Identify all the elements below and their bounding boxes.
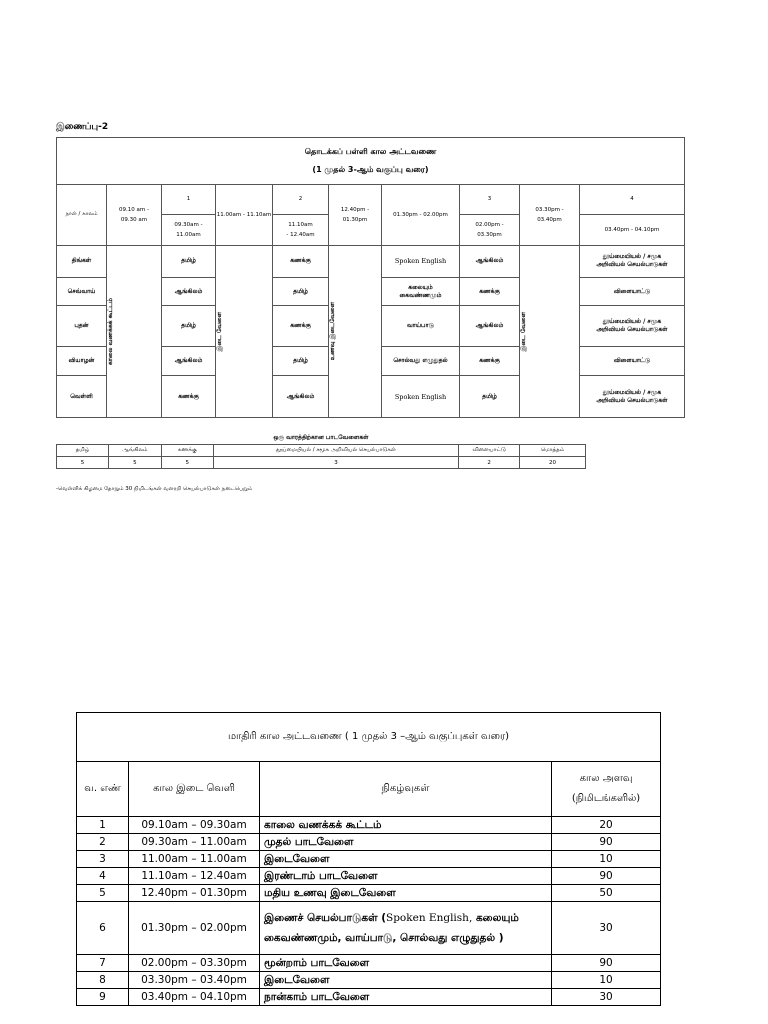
weekly-header-cell: கணக்கு [161, 445, 213, 457]
weekly-value-cell: 20 [520, 457, 586, 469]
interval-cell: 03.40pm – 04.10pm [129, 989, 260, 1006]
header-lunch-time [329, 184, 382, 245]
day-cell: செவ்வாய் [57, 277, 107, 305]
header-lunch-time-line2: 01.30pm [342, 216, 368, 223]
header-assembly-time [107, 184, 162, 245]
event-text-a: இணைச் செயல்பாடுகள் ( [264, 912, 387, 924]
period2-cell: கணக்கு [273, 245, 329, 277]
weekly-header-cell: தமிழ் [57, 445, 109, 457]
model-timetable [76, 712, 661, 1006]
weekly-value-cell: 2 [459, 457, 520, 469]
duration-cell: 30 [552, 989, 661, 1006]
assembly-cell [107, 245, 162, 418]
period4-line1: விளையாட்டு [613, 287, 651, 295]
event-cell: மதிய உணவு இடைவேளை [260, 885, 552, 902]
header-period2-time-line2: - 12.40am [286, 231, 315, 238]
period3-cell: ஆங்கிலம் [460, 245, 520, 277]
timetable-title-line1: தொடக்கப் பள்ளி கால அட்டவணை [304, 146, 437, 156]
break1-cell [216, 245, 273, 418]
event-text-c: கலையும் [472, 912, 519, 924]
activity-line1: Spoken English [394, 392, 447, 401]
event-line2: கைவண்ணமும், வாய்பாடு, சொல்வது எழுதுதல் ) [264, 932, 504, 944]
duration-cell: 50 [552, 885, 661, 902]
header-assembly-time-line1: 09.10 am - [119, 206, 149, 213]
activity-cell [382, 245, 460, 277]
weekly-periods-title: ஒரு வாரத்திற்கான பாடவேளைகள் [273, 434, 369, 441]
sno-cell: 1 [77, 817, 129, 834]
day-cell: வியாழன் [57, 346, 107, 375]
weekly-value-cell: 5 [108, 457, 161, 469]
period4-cell [580, 306, 685, 347]
weekly-value-cell: 3 [213, 457, 458, 469]
period2-cell: தமிழ் [273, 346, 329, 375]
header-period4-number: 4 [580, 184, 685, 214]
break2-cell [520, 245, 580, 418]
day-cell: புதன் [57, 306, 107, 347]
header-day: நாள் / காலம் [57, 184, 107, 245]
period4-line2: அறிவியல் செயல்பாடுகள் [596, 326, 668, 334]
sno-cell: 2 [77, 834, 129, 851]
period1-cell: ஆங்கிலம் [162, 277, 216, 305]
duration-cell: 90 [552, 955, 661, 972]
period3-cell: கணக்கு [460, 277, 520, 305]
period1-cell: தமிழ் [162, 306, 216, 347]
interval-cell: 01.30pm – 02.00pm [129, 902, 260, 955]
period3-cell: தமிழ் [460, 376, 520, 418]
period2-cell: தமிழ் [273, 277, 329, 305]
interval-cell: 02.00pm – 03.30pm [129, 955, 260, 972]
assembly-vertical-label: காலை வணக்கக் கூட்டம் [107, 297, 114, 365]
model-timetable-title: மாதிரி கால அட்டவணை ( 1 முதல் 3 –ஆம் வகுப்புகள் வரை) [77, 713, 661, 762]
weekly-periods-table [56, 444, 586, 469]
header-duration-line2: (நிமிடங்களில்) [571, 793, 641, 804]
interval-cell: 11.00am – 11.00am [129, 851, 260, 868]
header-assembly-time-line2: 09.30 am [120, 216, 148, 223]
duration-cell: 90 [552, 834, 661, 851]
header-interval: கால இடை வெளி [129, 762, 260, 817]
header-period1-time [162, 215, 216, 245]
activity-line1: கலையும் [408, 283, 433, 291]
sno-cell: 9 [77, 989, 129, 1006]
header-period3-time [460, 215, 520, 245]
event-cell: மூன்றாம் பாடவேளை [260, 955, 552, 972]
period1-cell: தமிழ் [162, 245, 216, 277]
header-period2-number: 2 [273, 184, 329, 214]
weekly-header-cell: தூய்மையியல் / சமூக அறிவியல் செயல்பாடுகள் [213, 445, 458, 457]
sno-cell: 7 [77, 955, 129, 972]
period4-line1: தூய்மையியல் / சமூக [602, 318, 662, 326]
header-period1-time-line2: 11.00am [176, 231, 201, 238]
sno-cell: 4 [77, 868, 129, 885]
header-period2-time [273, 215, 329, 245]
weekly-value-cell: 5 [161, 457, 213, 469]
school-timetable [56, 137, 685, 418]
period4-line2: அறிவியல் செயல்பாடுகள் [596, 261, 668, 269]
interval-cell: 09.30am – 11.00am [129, 834, 260, 851]
sno-cell: 5 [77, 885, 129, 902]
event-cell: காலை வணக்கக் கூட்டம் [260, 817, 552, 834]
header-period3-time-line2: 03.30pm [477, 231, 502, 238]
lunch-vertical-label: உணவு இடைவேளை [329, 302, 336, 361]
table-row [77, 817, 661, 834]
period1-cell: கணக்கு [162, 376, 216, 418]
period4-cell [580, 346, 685, 375]
break1-vertical-label: இடை வேளை [216, 311, 223, 351]
table-row [77, 834, 661, 851]
duration-cell: 30 [552, 902, 661, 955]
break2-vertical-label: இடை வேளை [520, 311, 527, 351]
header-period1-number: 1 [162, 184, 216, 214]
header-break2-time [520, 184, 580, 245]
duration-cell: 10 [552, 851, 661, 868]
period3-cell: ஆங்கிலம் [460, 306, 520, 347]
day-cell: வெள்ளி [57, 376, 107, 418]
sno-cell: 8 [77, 972, 129, 989]
period4-line2: அறிவியல் செயல்பாடுகள் [596, 396, 668, 404]
interval-cell: 11.10am – 12.40am [129, 868, 260, 885]
header-period1-time-line1: 09.30am - [174, 221, 203, 228]
activity-line1: Spoken English [394, 257, 447, 266]
event-cell: இரண்டாம் பாடவேளை [260, 868, 552, 885]
duration-cell: 90 [552, 868, 661, 885]
weekly-value-cell: 5 [57, 457, 109, 469]
timetable-title [57, 138, 685, 185]
weekly-header-cell: மொத்தம் [520, 445, 586, 457]
sno-cell: 6 [77, 902, 129, 955]
table-row [57, 245, 685, 277]
header-lunch-time-line1: 12.40pm - [340, 206, 370, 213]
table-row [77, 885, 661, 902]
event-text-b: Spoken English, [386, 912, 473, 924]
activity-cell [382, 376, 460, 418]
day-cell: திங்கள் [57, 245, 107, 277]
weekly-header-cell: விளையாட்டு [459, 445, 520, 457]
event-cell: இடைவேளை [260, 972, 552, 989]
event-cell [260, 902, 552, 955]
sno-cell: 3 [77, 851, 129, 868]
activity-line1: சொல்வது எழுதுதல் [393, 357, 448, 365]
event-line1 [264, 908, 551, 928]
table-row [77, 851, 661, 868]
header-break1-time: 11.00am - 11.10am [216, 184, 273, 245]
lunch-cell [329, 245, 382, 418]
annex-label: இணைப்பு-2 [56, 122, 109, 132]
table-row [77, 989, 661, 1006]
header-sno: வ. எண் [77, 762, 129, 817]
header-period4-time: 03.40pm - 04.10pm [580, 215, 685, 245]
activity-cell [382, 277, 460, 305]
period2-cell: ஆங்கிலம் [273, 376, 329, 418]
period3-cell: கணக்கு [460, 346, 520, 375]
header-duration-line1: கால அளவு [579, 773, 633, 784]
event-cell: முதல் பாடவேளை [260, 834, 552, 851]
duration-cell: 10 [552, 972, 661, 989]
activity-cell [382, 306, 460, 347]
interval-cell: 03.30pm – 03.40pm [129, 972, 260, 989]
activity-line1: வாய்பாடு [407, 322, 434, 330]
period2-cell: கணக்கு [273, 306, 329, 347]
header-events: நிகழ்வுகள் [260, 762, 552, 817]
period4-line1: தூய்மையியல் / சமூக [602, 253, 662, 261]
event-cell: இடைவேளை [260, 851, 552, 868]
weekly-header-cell: ஆங்கிலம் [108, 445, 161, 457]
header-period2-time-line1: 11.10am [288, 221, 313, 228]
activity-line2: கைவண்ணமும் [399, 291, 442, 299]
header-break2-time-line2: 03.40pm [537, 216, 562, 223]
period4-line1: விளையாட்டு [613, 357, 651, 365]
table-row [77, 902, 661, 955]
period4-line1: தூய்மையியல் / சமூக [602, 388, 662, 396]
interval-cell: 12.40pm – 01.30pm [129, 885, 260, 902]
header-period3-time-line1: 02.00pm - [475, 221, 504, 228]
timetable-title-line2: (1 முதல் 3-ஆம் வகுப்பு வரை) [312, 164, 429, 174]
header-activity-time: 01.30pm - 02.00pm [382, 184, 460, 245]
table-row [57, 445, 586, 457]
header-break2-time-line1: 03.30pm - [535, 206, 564, 213]
friday-note: -வெள்ளிக் கிழமை தோறும் 30 நிமிடங்கள் வளரறி செயல்பாடுகள் நடைபெறும் [56, 486, 253, 492]
event-cell: நான்காம் பாடவேளை [260, 989, 552, 1006]
table-row [57, 457, 586, 469]
period4-cell [580, 376, 685, 418]
table-row [77, 955, 661, 972]
period1-cell: ஆங்கிலம் [162, 346, 216, 375]
interval-cell: 09.10am – 09.30am [129, 817, 260, 834]
duration-cell: 20 [552, 817, 661, 834]
table-header-row [77, 762, 661, 817]
period4-cell [580, 245, 685, 277]
header-duration [552, 762, 661, 817]
header-period3-number: 3 [460, 184, 520, 214]
period4-cell [580, 277, 685, 305]
table-row [77, 868, 661, 885]
table-row [77, 972, 661, 989]
activity-cell [382, 346, 460, 375]
